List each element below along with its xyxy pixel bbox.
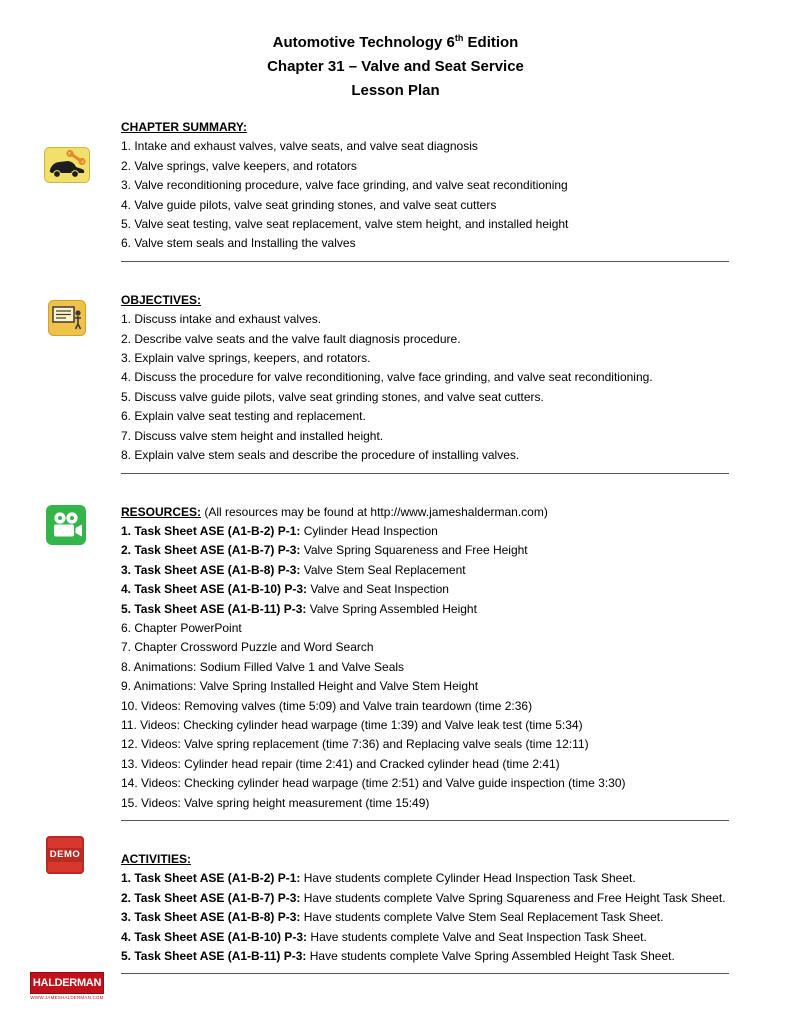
halderman-logo-tagline: WWW.JAMESHALDERMAN.COM bbox=[30, 995, 104, 1000]
objective-item: 4. Discuss the procedure for valve reconditioning, valve face grinding, and valve seat reconditioning. bbox=[121, 370, 653, 385]
halderman-logo bbox=[30, 972, 104, 1002]
resource-item: 3. Task Sheet ASE (A1-B-8) P-3: Valve Stem Seal Replacement bbox=[121, 562, 466, 577]
resource-item: 4. Task Sheet ASE (A1-B-10) P-3: Valve and Seat Inspection bbox=[121, 582, 449, 597]
section-resources bbox=[121, 503, 729, 814]
title-line-3: Lesson Plan bbox=[351, 82, 440, 99]
resource-item: 5. Task Sheet ASE (A1-B-11) P-3: Valve Spring Assembled Height bbox=[121, 601, 477, 616]
resource-item: 2. Task Sheet ASE (A1-B-7) P-3: Valve Spring Squareness and Free Height bbox=[121, 543, 528, 558]
section-activities bbox=[121, 850, 729, 966]
demo-icon bbox=[46, 836, 84, 874]
resources-heading-line bbox=[121, 503, 729, 522]
document-title bbox=[0, 0, 791, 103]
resource-item: 13. Videos: Cylinder head repair (time 2:41) and Cracked cylinder head (time 2:41) bbox=[121, 756, 560, 771]
video-camera-icon bbox=[46, 505, 86, 550]
halderman-logo-text: HALDERMAN bbox=[30, 972, 104, 994]
activity-item: 5. Task Sheet ASE (A1-B-11) P-3: Have students complete Valve Spring Assembled Height Task Sheet. bbox=[121, 949, 675, 964]
title-superscript: th bbox=[454, 33, 464, 43]
activities-heading: ACTIVITIES: bbox=[121, 852, 192, 866]
summary-item: 2. Valve springs, valve keepers, and rotators bbox=[121, 158, 357, 173]
resource-item: 14. Videos: Checking cylinder head warpage (time 2:51) and Valve guide inspection (time 3:30) bbox=[121, 776, 626, 791]
resource-item: 6. Chapter PowerPoint bbox=[121, 620, 242, 635]
resource-item: 10. Videos: Removing valves (time 5:09) and Valve train teardown (time 2:36) bbox=[121, 698, 533, 713]
section-objectives bbox=[121, 291, 729, 466]
summary-item: 6. Valve stem seals and Installing the valves bbox=[121, 236, 356, 251]
summary-item: 1. Intake and exhaust valves, valve seats, and valve seat diagnosis bbox=[121, 139, 478, 154]
objective-item: 3. Explain valve springs, keepers, and rotators. bbox=[121, 351, 371, 366]
summary-item: 3. Valve reconditioning procedure, valve face grinding, and valve seat reconditioning bbox=[121, 178, 568, 193]
objectives-heading: OBJECTIVES: bbox=[121, 292, 202, 307]
activity-item: 3. Task Sheet ASE (A1-B-8) P-3: Have students complete Valve Stem Seal Replacement Task Sheet. bbox=[121, 910, 664, 925]
chapter-summary-heading: CHAPTER SUMMARY: bbox=[121, 120, 247, 134]
objective-item: 2. Describe valve seats and the valve fault diagnosis procedure. bbox=[121, 331, 461, 346]
resource-item: 9. Animations: Valve Spring Installed Height and Valve Stem Height bbox=[121, 679, 479, 694]
car-wrench-icon bbox=[44, 147, 90, 188]
resource-item: 8. Animations: Sodium Filled Valve 1 and Valve Seals bbox=[121, 659, 405, 674]
summary-item: 4. Valve guide pilots, valve seat grinding stones, and valve seat cutters bbox=[121, 197, 497, 212]
lesson-plan-content bbox=[121, 118, 729, 974]
title-line-2: Chapter 31 – Valve and Seat Service bbox=[267, 58, 524, 75]
objective-item: 7. Discuss valve stem height and installed height. bbox=[121, 428, 384, 443]
title-edition-tail: Edition bbox=[463, 34, 519, 51]
section-divider bbox=[121, 973, 729, 974]
summary-item: 5. Valve seat testing, valve seat replacement, valve stem height, and installed height bbox=[121, 217, 569, 232]
activity-item: 4. Task Sheet ASE (A1-B-10) P-3: Have students complete Valve and Seat Inspection Task Sheet. bbox=[121, 929, 647, 944]
training-board-icon bbox=[48, 300, 86, 341]
section-chapter-summary bbox=[121, 118, 729, 254]
activity-item: 2. Task Sheet ASE (A1-B-7) P-3: Have students complete Valve Spring Squareness and Free Height Task Sheet. bbox=[121, 890, 726, 905]
resource-item: 11. Videos: Checking cylinder head warpage (time 1:39) and Valve leak test (time 5:34) bbox=[121, 717, 583, 732]
objective-item: 8. Explain valve stem seals and describe the procedure of installing valves. bbox=[121, 448, 520, 463]
resource-item: 12. Videos: Valve spring replacement (time 7:36) and Replacing valve seals (time 12:11) bbox=[121, 737, 589, 752]
resource-item: 7. Chapter Crossword Puzzle and Word Search bbox=[121, 640, 374, 655]
activity-item: 1. Task Sheet ASE (A1-B-2) P-1: Have students complete Cylinder Head Inspection Task Sheet. bbox=[121, 871, 636, 886]
objective-item: 6. Explain valve seat testing and replacement. bbox=[121, 409, 366, 424]
objective-item: 5. Discuss valve guide pilots, valve seat grinding stones, and valve seat cutters. bbox=[121, 389, 544, 404]
resources-heading: RESOURCES: bbox=[121, 504, 202, 519]
demo-icon-label: DEMO bbox=[46, 848, 84, 862]
resource-item: 1. Task Sheet ASE (A1-B-2) P-1: Cylinder Head Inspection bbox=[121, 523, 438, 538]
resources-heading-note: (All resources may be found at http://www.jameshalderman.com) bbox=[201, 504, 548, 519]
resource-item: 15. Videos: Valve spring height measurement (time 15:49) bbox=[121, 795, 430, 810]
title-line-1 bbox=[0, 26, 791, 55]
objective-item: 1. Discuss intake and exhaust valves. bbox=[121, 312, 322, 327]
title-edition-text: Automotive Technology 6 bbox=[272, 34, 455, 51]
